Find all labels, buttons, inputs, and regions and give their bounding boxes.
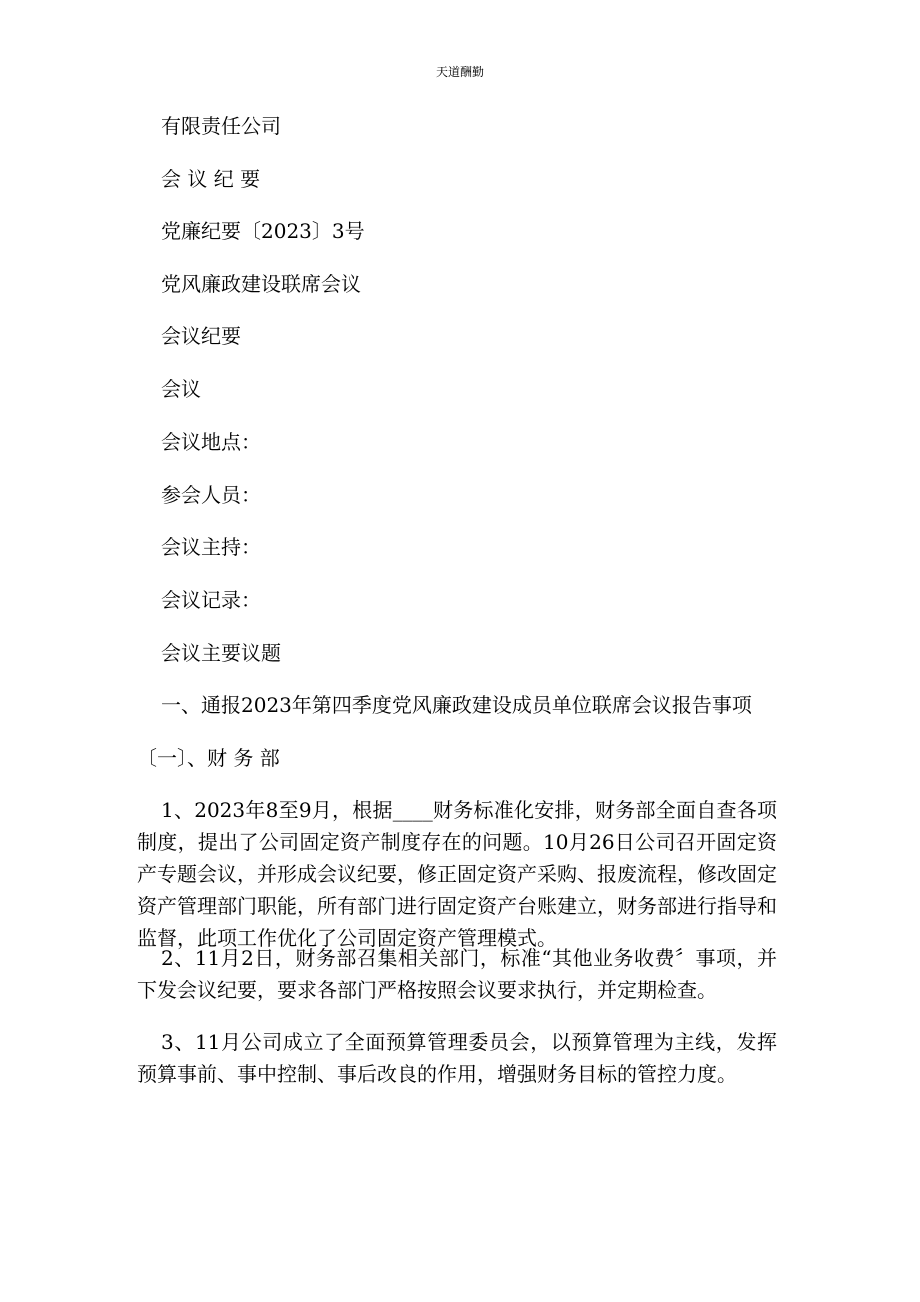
- attendees-field: 参会人员：: [161, 483, 261, 507]
- recorder-field: 会议记录：: [161, 588, 261, 612]
- meeting-label: 会议: [161, 377, 201, 401]
- paragraph-item-1: 1、2023年8至9月，根据____财务标准化安排，财务部全面自查各项制度，提出了公司固定资产制度存在的问题。10月26日公司召开固定资产专题会议，并形成会议纪要，修正固定资产采购、报废流程，修改固定资产管理部门职能，所有部门进行固定资产台账建立，财务部进行指导和监督，此项工作优化了公司固定资产管理模式。: [137, 798, 777, 950]
- minutes-title: 会议纪要: [161, 324, 241, 348]
- paragraph-item-2: 2、11月2日，财务部召集相关部门，标准“其他业务收费〞事项，并下发会议纪要，要求各部门严格按照会议要求执行，并定期检查。: [137, 946, 777, 1002]
- document-number: 党廉纪要〔2023〕3号: [161, 219, 365, 243]
- topics-heading: 会议主要议题: [161, 641, 281, 665]
- meeting-location-field: 会议地点：: [161, 430, 261, 454]
- host-field: 会议主持：: [161, 535, 261, 559]
- document-type-title: 会 议 纪 要: [161, 167, 261, 191]
- subsection-finance-heading: 〔一〕、财 务 部: [137, 746, 280, 770]
- company-name: 有限责任公司: [161, 114, 281, 138]
- section-one-heading: 一、通报2023年第四季度党风廉政建设成员单位联席会议报告事项: [161, 693, 752, 717]
- paragraph-item-3: 3、11月公司成立了全面预算管理委员会，以预算管理为主线，发挥预算事前、事中控制、事后改良的作用，增强财务目标的管控力度。: [137, 1030, 777, 1086]
- page-header: 天道酬勤: [435, 65, 484, 79]
- meeting-name: 党风廉政建设联席会议: [161, 272, 361, 296]
